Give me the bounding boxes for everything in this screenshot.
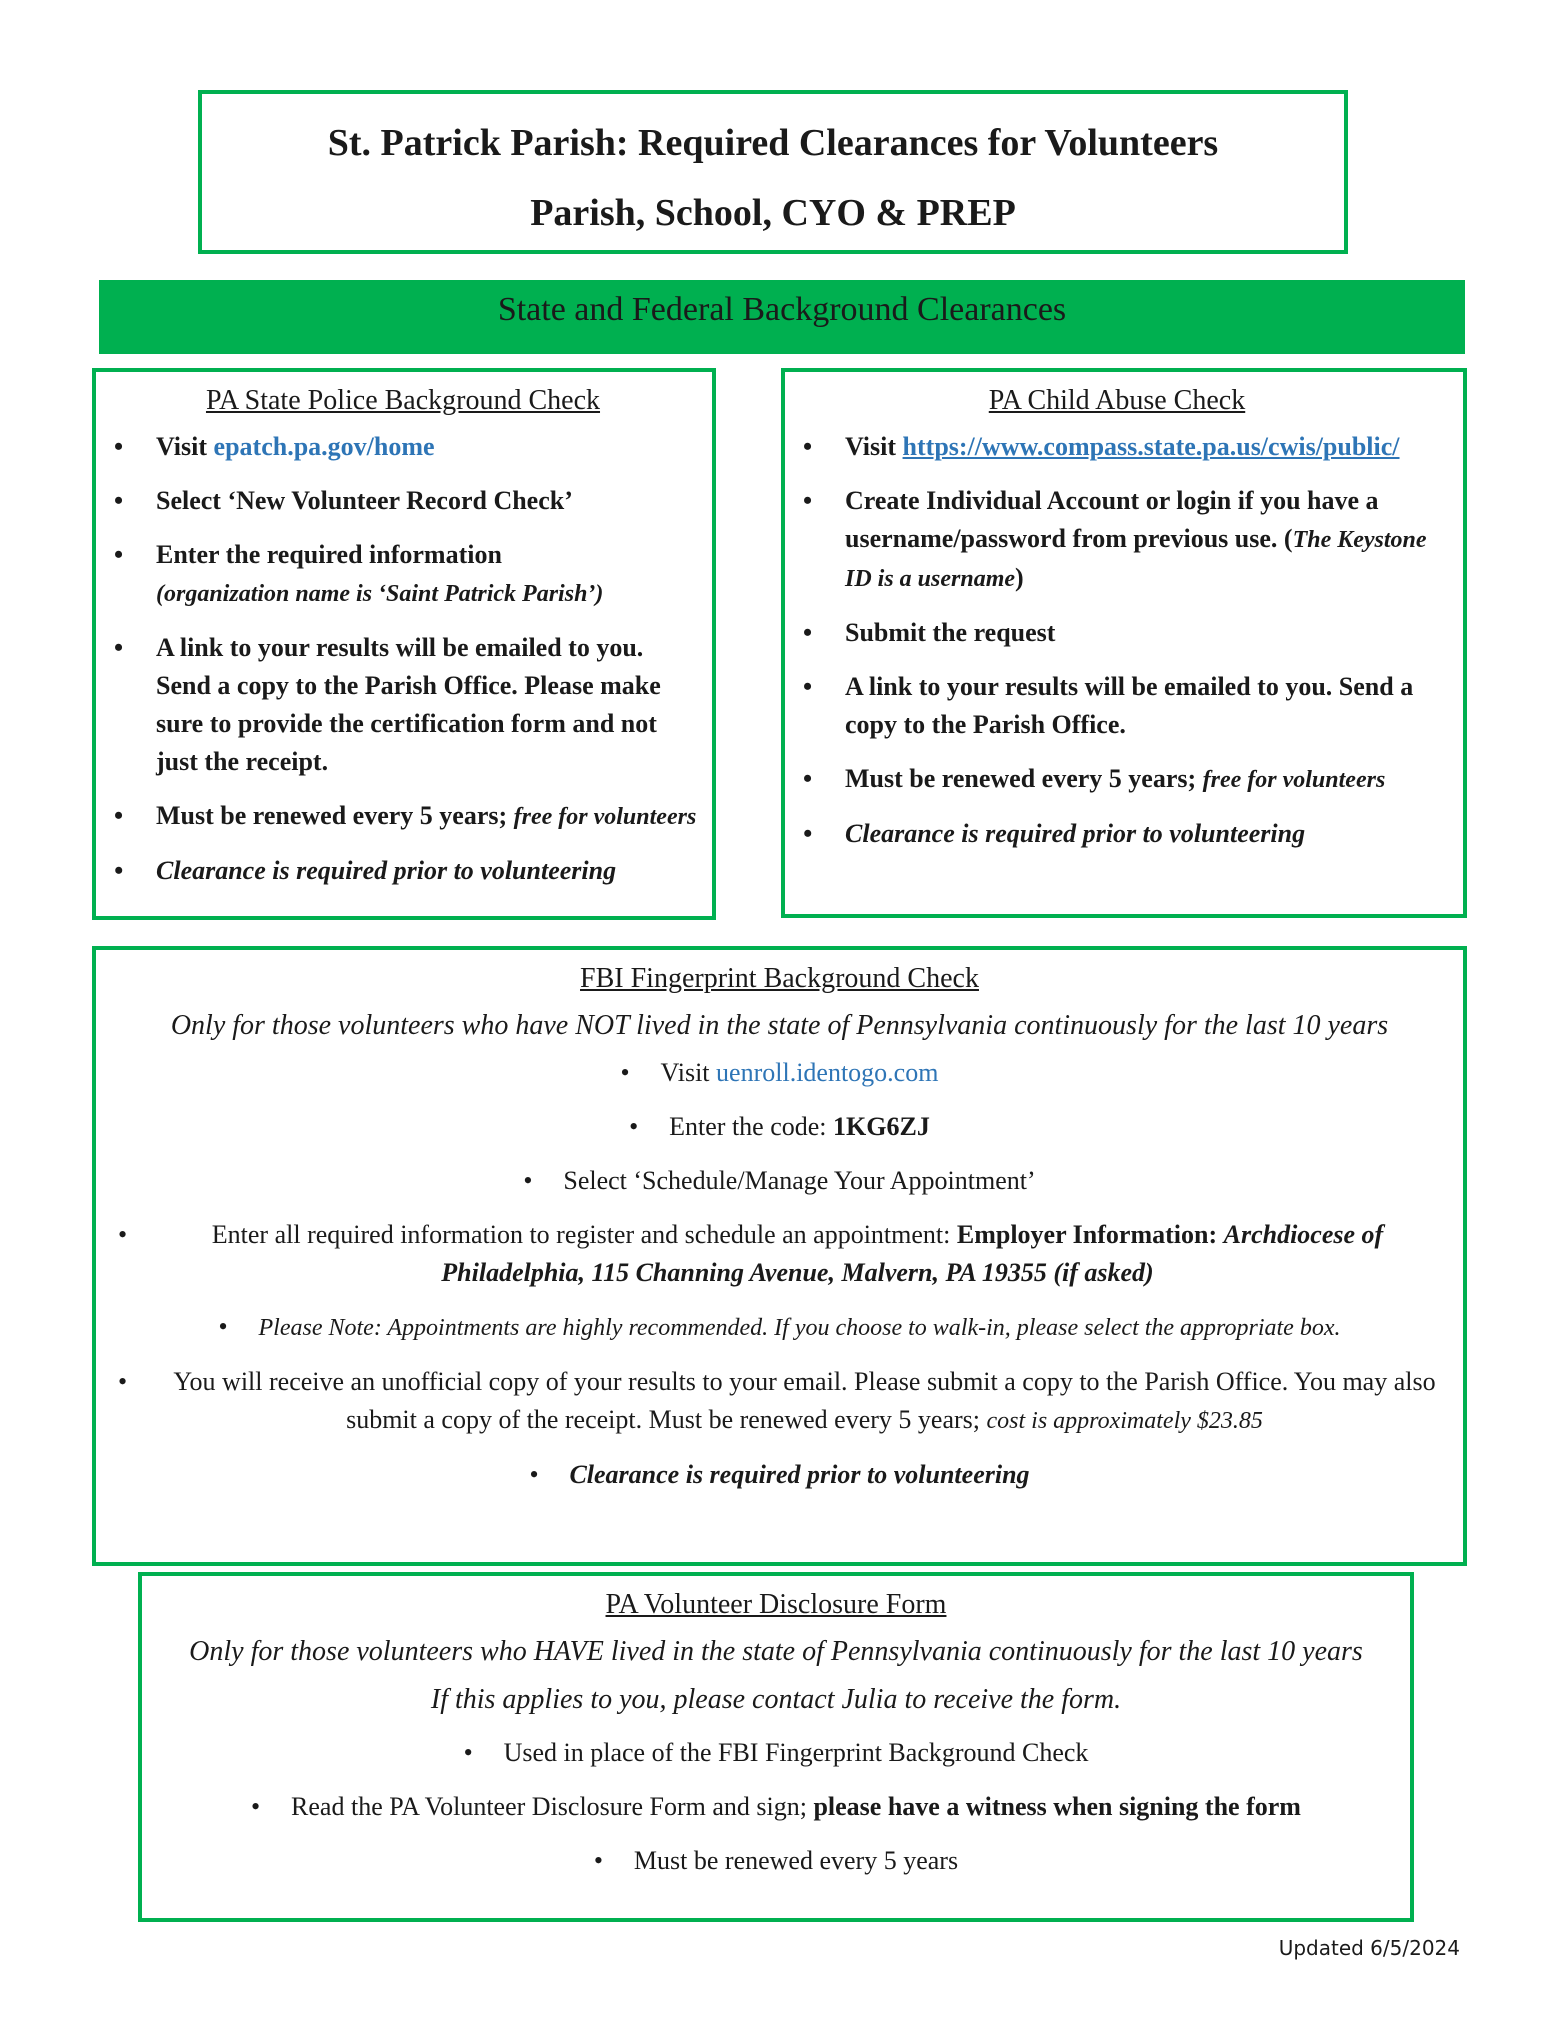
disclosure-section [138, 1572, 1414, 1922]
fbi-code: 1KG6ZJ [833, 1112, 930, 1141]
fbi-section [92, 946, 1467, 1566]
child-abuse-section [781, 368, 1467, 918]
list-item: • A link to your results will be emailed to you. Send a copy to the Parish Office. [791, 668, 1443, 744]
title-box [198, 90, 1348, 254]
list-item: • Please Note: Appointments are highly recommended. If you choose to walk-in, please select the appropriate box. [218, 1312, 1341, 1341]
child-abuse-list [791, 428, 1443, 853]
list-item: • Visit uenroll.identogo.com [620, 1058, 939, 1087]
section-banner: State and Federal Background Clearances [99, 280, 1465, 354]
list-item: • Select ‘Schedule/Manage Your Appointment’ [523, 1166, 1036, 1195]
child-abuse-heading: PA Child Abuse Check [988, 385, 1246, 416]
list-item: • Read the PA Volunteer Disclosure Form and sign; please have a witness when signing the form [251, 1792, 1301, 1821]
list-item: • Submit the request [791, 614, 1443, 652]
disclosure-intro: Only for those volunteers who HAVE lived in the state of Pennsylvania continuously for the last 10 years [189, 1636, 1363, 1667]
epatch-link[interactable]: epatch.pa.gov/home [213, 432, 435, 461]
fbi-list [106, 1054, 1453, 1494]
list-item: • Used in place of the FBI Fingerprint Background Check [463, 1738, 1089, 1767]
list-item: • A link to your results will be emailed to you. Send a copy to the Parish Office. Please make sure to provide the certification form and not just the receipt. [102, 629, 704, 781]
list-item: • Must be renewed every 5 years; free for volunteers [791, 760, 1443, 799]
fbi-heading: FBI Fingerprint Background Check [580, 963, 979, 994]
list-item: • Create Individual Account or login if you have a username/password from previous use. (The Keystone ID is a username) [791, 482, 1443, 598]
list-item: • Enter the code: 1KG6ZJ [629, 1112, 930, 1141]
list-item: • Clearance is required prior to volunteering [529, 1460, 1030, 1489]
organization-note: (organization name is ‘Saint Patrick Parish’) [156, 581, 604, 607]
list-item: • Visit epatch.pa.gov/home [102, 428, 704, 466]
disclosure-heading: PA Volunteer Disclosure Form [605, 1589, 947, 1620]
identogo-link[interactable]: uenroll.identogo.com [716, 1058, 939, 1087]
list-item: • Enter all required information to register and schedule an appointment: Employer Information: Archdiocese of Philadelphia, 115 Channing Avenue, Malvern, PA 19355 (if asked) [118, 1220, 1384, 1287]
list-item: • Must be renewed every 5 years; free for volunteers [102, 797, 704, 836]
fbi-intro: Only for those volunteers who have NOT lived in the state of Pennsylvania continuously for the last 10 years [170, 1010, 1389, 1041]
disclosure-contact: If this applies to you, please contact Julia to receive the form. [430, 1684, 1122, 1715]
page-title: St. Patrick Parish: Required Clearances for Volunteers [327, 122, 1219, 164]
list-item: • Visit https://www.compass.state.pa.us/cwis/public/ [791, 428, 1443, 466]
list-item: • Select ‘New Volunteer Record Check’ [102, 482, 704, 520]
disclosure-list [152, 1734, 1400, 1880]
list-item: • Enter the required information (organization name is ‘Saint Patrick Parish’) [102, 536, 704, 613]
compass-link[interactable]: https://www.compass.state.pa.us/cwis/public/ [902, 432, 1400, 461]
page-subtitle: Parish, School, CYO & PREP [530, 192, 1016, 234]
list-item: • Must be renewed every 5 years [593, 1846, 959, 1875]
state-police-heading: PA State Police Background Check [205, 385, 601, 416]
list-item: • Clearance is required prior to volunteering [791, 815, 1443, 853]
state-police-list [102, 428, 704, 890]
state-police-section [92, 368, 716, 920]
list-item: • Clearance is required prior to volunteering [102, 852, 704, 890]
updated-date: Updated 6/5/2024 [1278, 1936, 1460, 1960]
list-item: • You will receive an unofficial copy of your results to your email. Please submit a copy to the Parish Office. You may also submit a copy of the receipt. Must be renewed every 5 years; cost is approximately $23.85 [118, 1367, 1436, 1434]
